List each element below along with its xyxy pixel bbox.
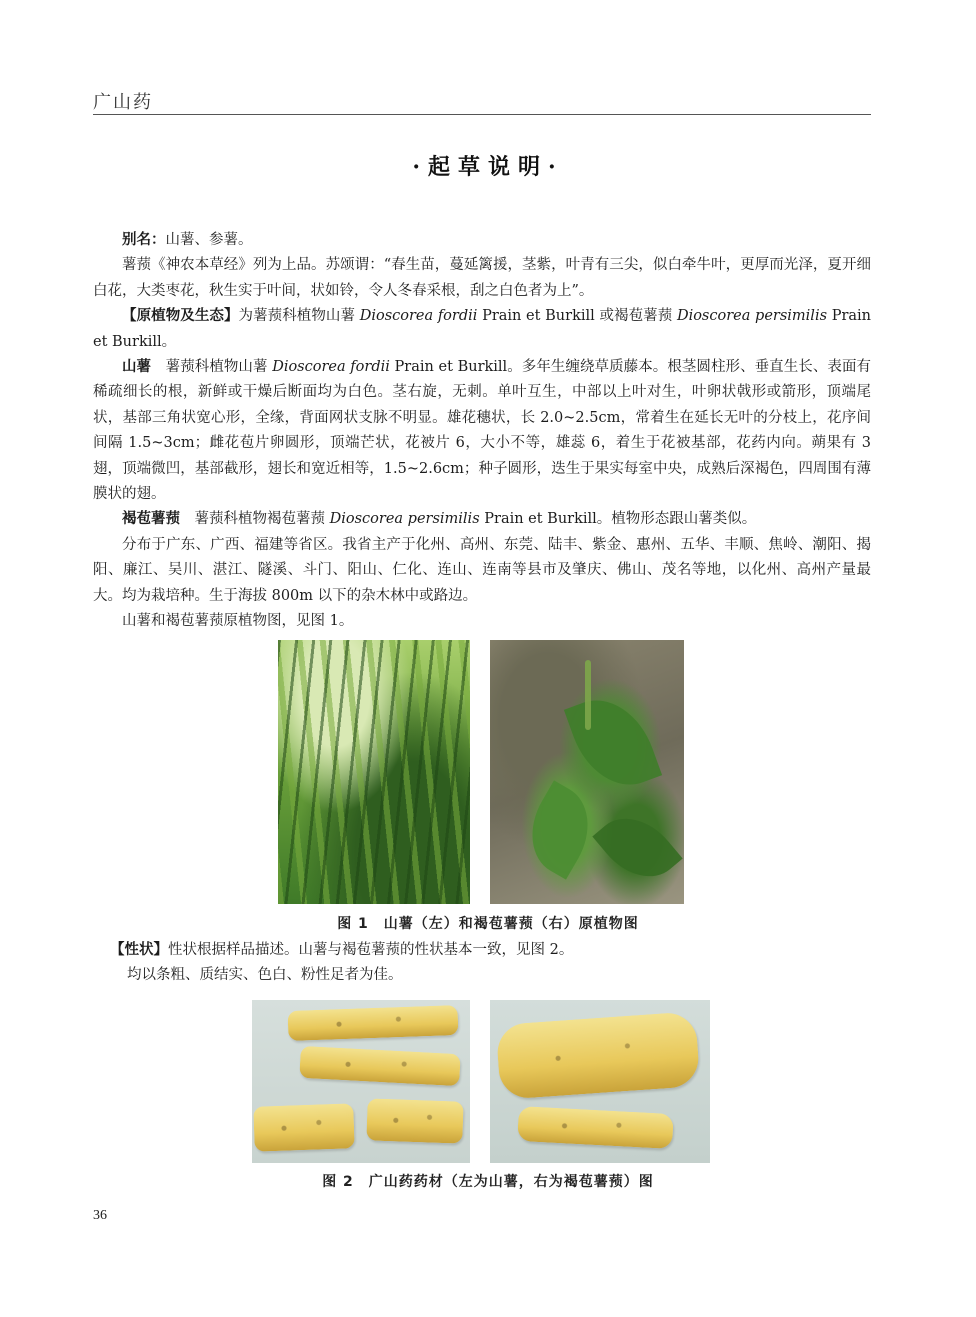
origin-latin-1: Dioscorea fordii (359, 308, 478, 325)
origin-paragraph (93, 304, 871, 355)
origin-text-3: Prain et Burkill。 (93, 308, 872, 350)
shanshu-label: 山薯 (122, 359, 152, 376)
origin-text-1: 为薯蓣科植物山薯 (238, 308, 360, 325)
root-piece (288, 1005, 459, 1041)
history-paragraph: 薯蓣《神农本草经》列为上品。苏颂谓：“春生苗，蔓延篱援，茎紫，叶青有三尖，似白牵牛叶，更厚而光泽，夏开细白花，大类枣花，秋生实于叶间，状如铃，令人冬春采根，刮之白色者为上”。 (93, 257, 871, 299)
origin-text-2: Prain et Burkill 或褐苞薯蓣 (477, 308, 677, 325)
shanshu-text-2: Prain et Burkill。多年生缠绕草质藤本。根茎圆柱形、垂直生长、表面有稀疏细长的根，新鲜或干燥后断面均为白色。茎右旋，无刺。单叶互生，中部以上叶对生，叶卵状戟形或箭形，顶端尾状，基部三角状宽心形，全缘，背面网状支脉不明显。雄花穗状，长 2.0~2.5cm，常着生在延长无叶的分枝上，花序间间隔 1.5~3cm；雌花苞片卵圆形，顶端芒状，花被片 6，大小不等，雄蕊 6，着生于花被基部，花药内向。蒴果有 3 翅，顶端微凹，基部截形，翅长和宽近相等，1.5~2.6cm；种子圆形，迭生于果实每室中央，成熟后深褐色，四周围有薄膜状的翅。 (93, 359, 871, 503)
flower-spike-shape (585, 660, 591, 730)
alias-text: 山薯、参薯。 (165, 232, 253, 248)
alias-paragraph (93, 228, 871, 253)
traits-label: 【性状】 (110, 942, 168, 958)
figure-reference-paragraph: 山薯和褐苞薯蓣原植物图，见图 1。 (122, 613, 354, 630)
header-divider (93, 114, 871, 115)
traits-text: 性状根据样品描述。山薯与褐苞薯蓣的性状基本一致，见图 2。 (168, 942, 574, 958)
figure-2-left-photo (252, 1000, 470, 1163)
shanshu-text-1: 薯蓣科植物山薯 (151, 359, 273, 376)
running-head: 广山药 (93, 92, 153, 113)
origin-label: 【原植物及生态】 (122, 308, 239, 325)
alias-label: 别名： (122, 232, 166, 248)
distribution-paragraph: 分布于广东、广西、福建等省区。我省主产于化州、高州、东莞、陆丰、紫金、惠州、五华、丰顺、焦岭、潮阳、揭阳、廉江、吴川、湛江、隧溪、斗门、阳山、仁化、连山、连南等县市及肇庆、佛山、茂名等地，以化州、高州产量最大。均为栽培种。生于海拔 800m 以下的杂木林中或路边。 (93, 536, 871, 604)
root-piece (253, 1103, 355, 1151)
figure-1-caption: 图 1 山薯（左）和褐苞薯蓣（右）原植物图 (337, 916, 639, 932)
hebao-text-2: Prain et Burkill。植物形态跟山薯类似。 (479, 511, 757, 528)
leaf-shape (592, 801, 682, 894)
figure-1-left-photo (278, 640, 470, 904)
figure-2-caption: 图 2 广山药药材（左为山薯，右为褐苞薯蓣）图 (322, 1174, 654, 1190)
leaf-shape (514, 780, 606, 879)
leaf-shape (564, 686, 662, 799)
quality-paragraph: 均以条粗、质结实、色白、粉性足者为佳。 (127, 967, 403, 983)
hebao-label: 褐苞薯蓣 (122, 511, 180, 528)
section-title: ·起草说明· (412, 154, 564, 180)
root-piece (366, 1098, 463, 1143)
page-number: 36 (93, 1208, 107, 1223)
root-piece (496, 1011, 701, 1100)
shanshu-paragraph (93, 355, 871, 507)
figure-1-right-photo (490, 640, 684, 904)
origin-latin-2: Dioscorea persimilis (676, 308, 828, 325)
figure-2-right-photo (490, 1000, 710, 1163)
hebao-paragraph (93, 507, 871, 532)
hebao-text-1: 薯蓣科植物褐苞薯蓣 (180, 511, 330, 528)
traits-paragraph (110, 938, 870, 963)
shanshu-latin: Dioscorea fordii (272, 359, 390, 376)
root-piece (517, 1106, 674, 1149)
hebao-latin: Dioscorea persimilis (329, 511, 480, 528)
root-piece (299, 1046, 460, 1086)
body-text (93, 228, 871, 635)
